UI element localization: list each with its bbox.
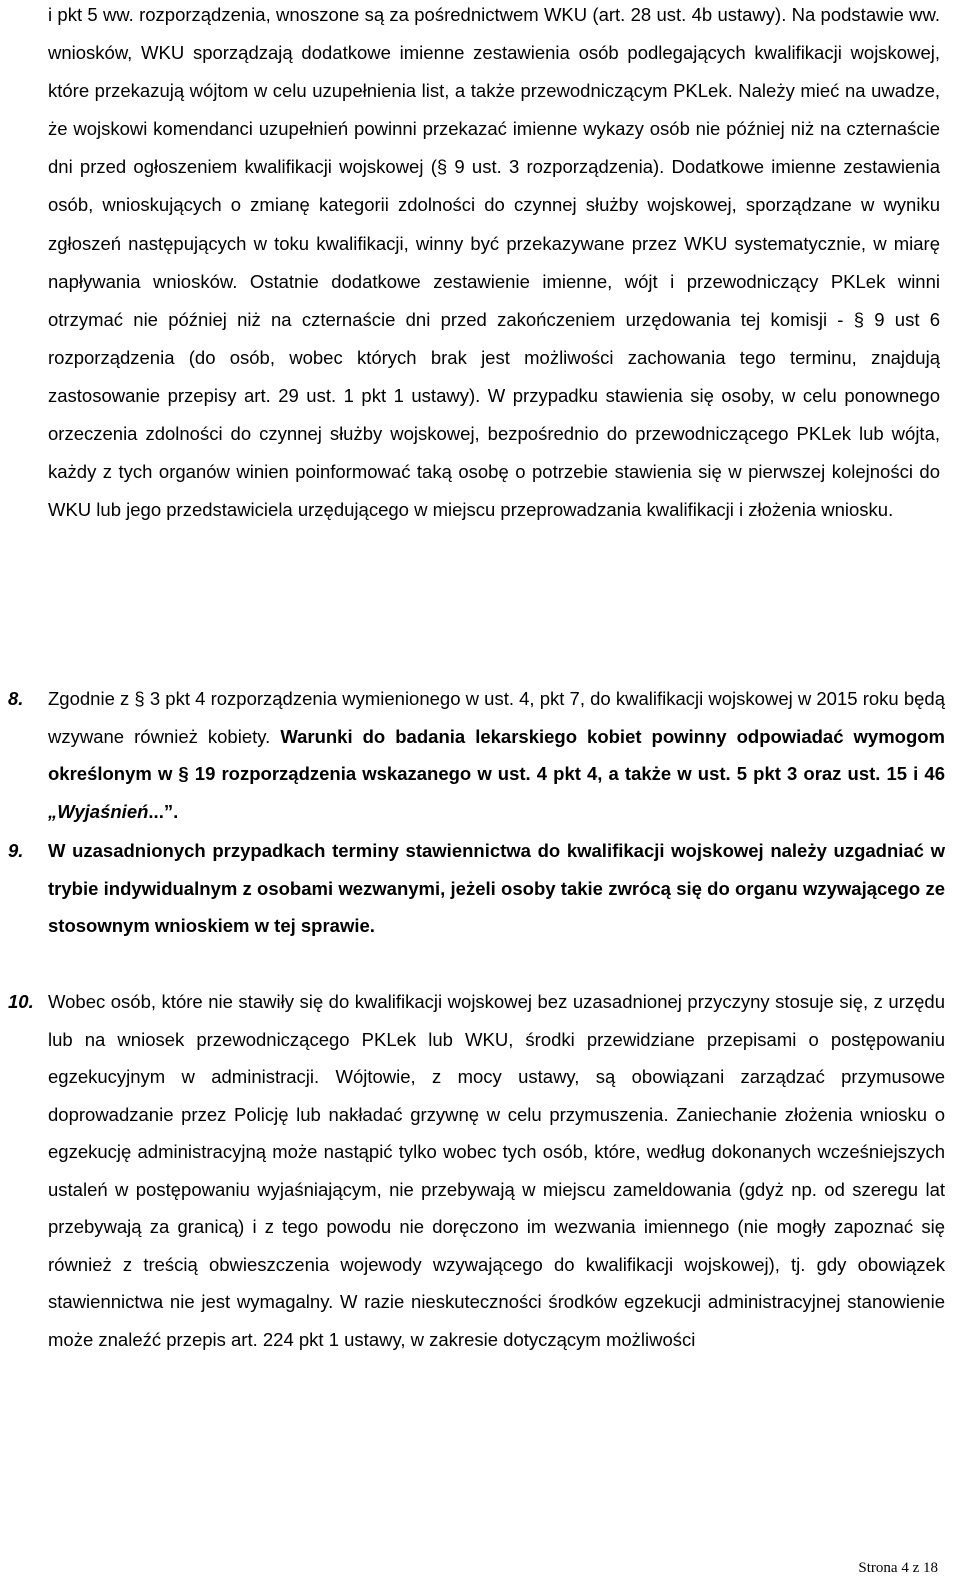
item-body: Wobec osób, które nie stawiły się do kwalifikacji wojskowej bez uzasadnionej przyczyny stosuje się, z urzędu lub na wniosek przewodniczącego PKLek lub WKU, środki przewidziane przepisami o postępowaniu egzekucyjnym w administracji. Wójtowie, z mocy ustawy, są obowiązani zarządzać przymusowe doprowadzanie przez Policję lub nakładać grzywnę w celu przymuszenia. Zaniechanie złożenia wniosku o egzekucję administracyjną może nastąpić tylko wobec tych osób, które, według dokonanych wcześniejszych ustaleń w postępowaniu wyjaśniającym, nie przebywają w miejscu zameldowania (gdyż np. od szeregu lat przebywają za granicą) i z tego powodu nie doręczono im wezwania imiennego (nie mogły zapoznać się również z treścią obwieszczenia wojewody wzywającego do kwalifikacji wojskowej), tj. gdy obowiązek stawiennictwa nie jest wymagalny. W razie nieskuteczności środków egzekucji administracyjnej stanowienie może znaleźć przepis art. 224 pkt 1 ustawy, w zakresie dotyczącym możliwości [48, 991, 945, 1350]
item-tail: ...”. [148, 800, 179, 822]
item-bold-italic-text: „Wyjaśnień [48, 800, 149, 822]
item-number: 8. [8, 688, 24, 709]
item-body [48, 680, 945, 830]
item-text: Zgodnie z § 3 pkt 4 rozporządzenia wymienionego w ust. 4, pkt 7, do kwalifikacji wojskowej w 2015 roku będą wzywane również kobiety. [48, 688, 945, 747]
item-body: W uzasadnionych przypadkach terminy stawiennictwa do kwalifikacji wojskowej należy uzgadniać w trybie indywidualnym z osobami wezwanymi, jeżeli osoby takie zwrócą się do organu wzywającego ze stosownym wnioskiem w tej sprawie. [48, 840, 945, 936]
paragraph-continuation: i pkt 5 ww. rozporządzenia, wnoszone są za pośrednictwem WKU (art. 28 ust. 4b ustawy). Na podstawie ww. wniosków, WKU sporządzają dodatkowe imienne zestawienia osób podlegających kwalifikacji wojskowej, które przekazują wójtom w celu uzupełnienia list, a także przewodniczącym PKLek. Należy mieć na uwadze, że wojskowi komendanci uzupełnień powinni przekazać imienne wykazy osób nie później niż na czternaście dni przed ogłoszeniem kwalifikacji wojskowej (§ 9 ust. 3 rozporządzenia). Dodatkowe imienne zestawienia osób, wnioskujących o zmianę kategorii zdolności do czynnej służby wojskowej, sporządzane w wyniku zgłoszeń następujących w toku kwalifikacji, winny być przekazywane przez WKU systematycznie, w miarę napływania wniosków. Ostatnie dodatkowe zestawienie imienne, wójt i przewodniczący PKLek winni otrzymać nie później niż na czternaście dni przed zakończeniem urzędowania tej komisji - § 9 ust 6 rozporządzenia (do osób, wobec których brak jest możliwości zachowania tego terminu, znajdują zastosowanie przepisy art. 29 ust. 1 pkt 1 ustawy). W przypadku stawienia się osoby, w celu ponownego orzeczenia zdolności do czynnej służby wojskowej, bezpośrednio do przewodniczącego PKLek lub wójta, każdy z tych organów winien poinformować taką osobę o potrzebie stawienia się w pierwszej kolejności do WKU lub jego przedstawiciela urzędującego w miejscu przeprowadzania kwalifikacji i złożenia wniosku. [48, 4, 940, 521]
page-number: Strona 4 z 18 [858, 1560, 938, 1576]
list-item-9 [0, 832, 945, 945]
item-bold-text: Warunki do badania lekarskiego kobiet powinny odpowiadać wymogom określonym w § 19 rozporządzenia wskazanego w ust. 4 pkt 4, a także w ust. 5 pkt 3 oraz ust. 15 i 46 [48, 725, 945, 784]
list-item-8 [0, 680, 945, 830]
item-number: 10. [8, 991, 34, 1012]
item-number: 9. [8, 840, 24, 861]
list-item-10 [0, 983, 945, 1358]
